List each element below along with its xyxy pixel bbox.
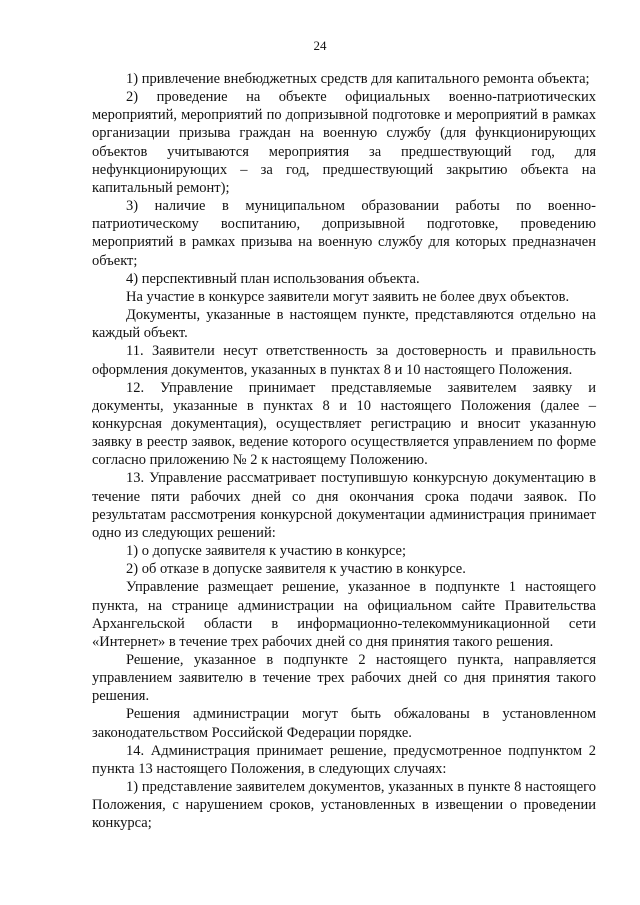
paragraph: Управление размещает решение, указанное в подпункте 1 настоящего пункта, на странице администрации на официальном сайте Правительства Архангельской области в информационно-телекоммуникационной сети «Интернет» в течение трех рабочих дней со дня принятия такого решения. <box>92 579 596 650</box>
paragraph: 14. Администрация принимает решение, предусмотренное подпунктом 2 пункта 13 настоящего Положения, в следующих случаях: <box>92 742 596 777</box>
paragraph: 1) представление заявителем документов, указанных в пункте 8 настоящего Положения, с нарушением сроков, установленных в извещении о проведении конкурса; <box>92 779 596 832</box>
paragraph: На участие в конкурсе заявители могут заявить не более двух объектов. <box>126 288 570 305</box>
document-body <box>92 70 596 833</box>
paragraph: 11. Заявители несут ответственность за достоверность и правильность оформления документов, указанных в пунктах 8 и 10 настоящего Положения. <box>92 343 596 378</box>
paragraph: 1) о допуске заявителя к участию в конкурсе; <box>126 543 406 560</box>
paragraph: 2) об отказе в допуске заявителя к участию в конкурсе. <box>126 561 466 578</box>
paragraph: 4) перспективный план использования объекта. <box>126 270 420 287</box>
paragraph: 2) проведение на объекте официальных военно-патриотических мероприятий, мероприятий по допризывной подготовке и мероприятий в рамках организации призыва граждан на военную службу (для функционирующих объектов учитываются мероприятия за предшествующий год, для нефункционирующих – за год, предшествующий закрытию объекта на капитальный ремонт); <box>92 89 596 196</box>
paragraph: 1) привлечение внебюджетных средств для капитального ремонта объекта; <box>126 71 590 87</box>
paragraph: Решение, указанное в подпункте 2 настоящего пункта, направляется управлением заявителю в течение трех рабочих дней со дня принятия такого решения. <box>92 652 596 705</box>
paragraph: Решения администрации могут быть обжалованы в установленном законодательством Российской Федерации порядке. <box>92 706 596 741</box>
paragraph: 13. Управление рассматривает поступившую конкурсную документацию в течение пяти рабочих дней со дня окончания срока подачи заявок. По результатам рассмотрения конкурсной документации администрация принимает одно из следующих решений: <box>92 470 596 541</box>
paragraph: Документы, указанные в настоящем пункте, представляются отдельно на каждый объект. <box>92 307 596 342</box>
page-number: 24 <box>313 38 327 53</box>
paragraph: 3) наличие в муниципальном образовании работы по военно-патриотическому воспитанию, допризывной подготовке, проведению мероприятий в рамках призыва на военную службу для которых предназначен объект; <box>92 198 596 269</box>
paragraph: 12. Управление принимает представляемые заявителем заявку и документы, указанные в пунктах 8 и 10 настоящего Положения (далее – конкурсная документация), осуществляет регистрацию и вносит указанную заявку в реестр заявок, ведение которого осуществляется управлением по форме согласно приложению № 2 к настоящему Положению. <box>92 379 596 469</box>
